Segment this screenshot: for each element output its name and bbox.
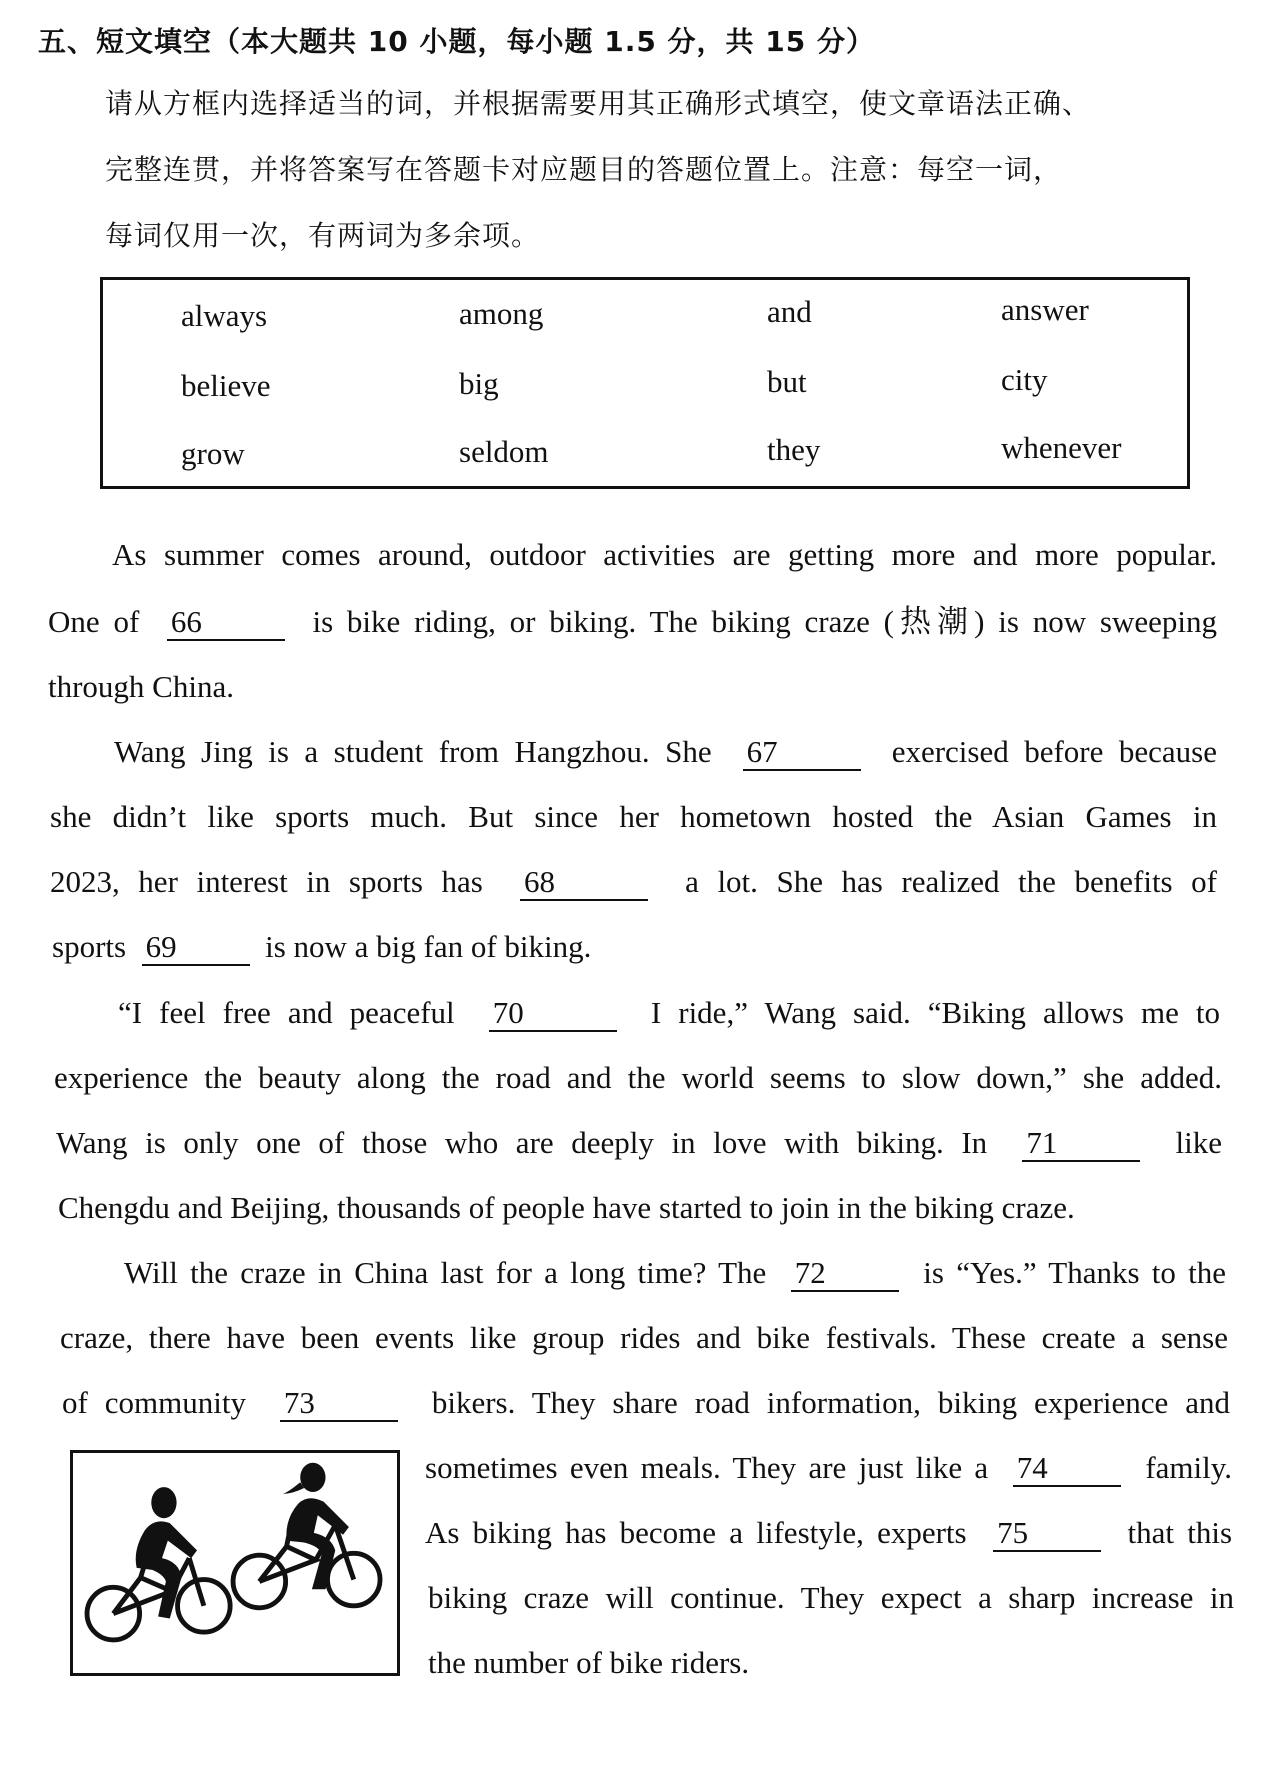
word-option: seldom bbox=[459, 434, 549, 469]
word-option: among bbox=[459, 296, 544, 331]
answer-blank[interactable]: 73 bbox=[280, 1386, 398, 1422]
passage-text: I ride,” Wang said. “Biking allows me to bbox=[650, 995, 1221, 1030]
passage-line bbox=[428, 1643, 749, 1683]
passage-line bbox=[114, 732, 1217, 772]
passage-line bbox=[50, 862, 1217, 902]
instruction-line: 请从方框内选择适当的词，并根据需要用其正确形式填空，使文章语法正确、 bbox=[105, 87, 1092, 120]
passage-text: of community bbox=[62, 1385, 246, 1420]
passage-text: the number of bike riders. bbox=[428, 1645, 750, 1680]
passage-text: “I feel free and peaceful bbox=[118, 995, 455, 1030]
passage-text: Wang is only one of those who are deeply in love with biking. In bbox=[56, 1125, 988, 1160]
passage-text: experience the beauty along the road and the world seems to slow down,” she added. bbox=[54, 1060, 1222, 1095]
passage-text: is now a big fan of biking. bbox=[265, 929, 592, 964]
word-option: big bbox=[459, 366, 499, 401]
word-option: always bbox=[181, 298, 268, 333]
answer-blank[interactable]: 72 bbox=[791, 1256, 899, 1292]
instruction-line: 完整连贯，并将答案写在答题卡对应题目的答题位置上。注意：每空一词， bbox=[105, 153, 1063, 186]
answer-blank[interactable]: 70 bbox=[489, 996, 617, 1032]
passage-text: As summer comes around, outdoor activities are getting more and more popular. bbox=[112, 537, 1217, 572]
instruction-line: 每词仅用一次，有两词为多余项。 bbox=[105, 219, 541, 252]
passage-text: sometimes even meals. They are just like a bbox=[425, 1450, 989, 1485]
passage-text: through China. bbox=[48, 669, 234, 704]
word-box bbox=[100, 277, 1190, 489]
passage-text: bikers. They share road information, biking experience and bbox=[431, 1385, 1230, 1420]
passage-text: craze, there have been events like group rides and bike festivals. These create a sense bbox=[60, 1320, 1228, 1355]
answer-blank[interactable]: 67 bbox=[743, 735, 861, 771]
answer-blank[interactable]: 71 bbox=[1022, 1126, 1140, 1162]
word-option: grow bbox=[181, 436, 245, 471]
passage-text: exercised before because bbox=[891, 734, 1218, 769]
passage-line bbox=[112, 535, 1217, 575]
word-option: whenever bbox=[1001, 430, 1122, 465]
word-option: answer bbox=[1001, 292, 1089, 327]
word-option: and bbox=[767, 294, 812, 329]
passage-text: sports bbox=[52, 929, 127, 964]
passage-line bbox=[54, 1058, 1222, 1098]
passage-line bbox=[425, 1448, 1232, 1488]
two-cyclists-icon bbox=[73, 1453, 397, 1673]
passage-line bbox=[62, 1383, 1230, 1423]
passage-line bbox=[425, 1513, 1232, 1553]
passage-line bbox=[48, 667, 234, 707]
passage-text: biking craze will continue. They expect a sharp increase in bbox=[428, 1580, 1234, 1615]
answer-blank[interactable]: 66 bbox=[167, 605, 285, 641]
passage-line bbox=[56, 1123, 1222, 1163]
illustration-frame bbox=[70, 1450, 400, 1676]
passage-text: is “Yes.” Thanks to the bbox=[923, 1255, 1227, 1290]
answer-blank[interactable]: 69 bbox=[142, 930, 250, 966]
answer-blank[interactable]: 68 bbox=[520, 865, 648, 901]
passage-text: Will the craze in China last for a long time? The bbox=[124, 1255, 767, 1290]
answer-blank[interactable]: 74 bbox=[1013, 1451, 1121, 1487]
word-option: but bbox=[767, 364, 807, 399]
passage-text: like bbox=[1175, 1125, 1223, 1160]
passage-text: a lot. She has realized the benefits of bbox=[685, 864, 1218, 899]
passage-line bbox=[50, 797, 1217, 837]
passage-line bbox=[58, 1188, 1075, 1228]
passage-line bbox=[60, 1318, 1228, 1358]
passage-text: Chengdu and Beijing, thousands of people have started to join in the biking craze. bbox=[58, 1190, 1075, 1225]
passage-line bbox=[124, 1253, 1226, 1293]
passage-line bbox=[118, 993, 1220, 1033]
passage-text: One of bbox=[48, 604, 140, 639]
section-title: 五、短文填空（本大题共 10 小题，每小题 1.5 分，共 15 分） bbox=[38, 25, 876, 58]
word-option: believe bbox=[181, 368, 271, 403]
passage-text: she didn’t like sports much. But since her hometown hosted the Asian Games in bbox=[50, 799, 1217, 834]
passage-text: Wang Jing is a student from Hangzhou. She bbox=[114, 734, 712, 769]
passage-line bbox=[428, 1578, 1234, 1618]
word-option: city bbox=[1001, 362, 1048, 397]
passage-text: As biking has become a lifestyle, experts bbox=[425, 1515, 967, 1550]
passage-line bbox=[48, 602, 1217, 642]
answer-blank[interactable]: 75 bbox=[993, 1516, 1101, 1552]
passage-text: that this bbox=[1127, 1515, 1233, 1550]
passage-line bbox=[52, 927, 591, 967]
word-option: they bbox=[767, 432, 821, 467]
passage-text: family. bbox=[1145, 1450, 1233, 1485]
passage-text: is bike riding, or biking. The biking craze (热潮) is now sweeping bbox=[312, 604, 1217, 639]
passage-text: 2023, her interest in sports has bbox=[50, 864, 483, 899]
